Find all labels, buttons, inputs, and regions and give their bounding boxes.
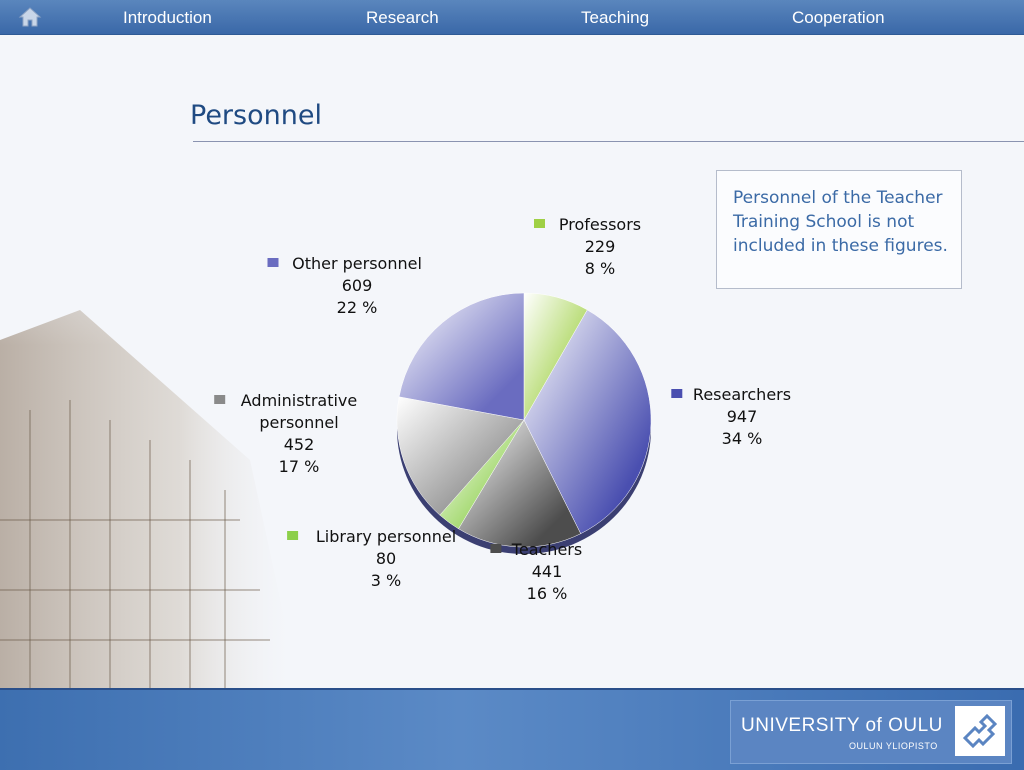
- legend-marker-professors: [534, 219, 545, 228]
- slice-percent-label: 16 %: [526, 584, 568, 603]
- university-logo[interactable]: [730, 700, 1012, 764]
- slice-name-label: Researchers: [692, 385, 792, 404]
- legend-marker-other-personnel: [268, 258, 279, 267]
- nav-teaching[interactable]: Teaching: [581, 8, 650, 27]
- slice-name-label: Teachers: [511, 540, 583, 559]
- slice-value-label: 80: [375, 549, 397, 568]
- puzzle-logo-icon: [955, 706, 1005, 756]
- slice-value-label: 229: [584, 237, 616, 256]
- slice-percent-label: 17 %: [278, 457, 320, 476]
- slice-name-label: Administrative: [240, 391, 358, 410]
- footer-bar: [0, 688, 1024, 770]
- slice-name-label: Other personnel: [292, 254, 422, 273]
- slice-value-label: 947: [726, 407, 758, 426]
- logo-sub-text: OULUN YLIOPISTO: [849, 741, 938, 751]
- note-text: Personnel of the Teacher Training School is not included in these figures.: [733, 188, 948, 256]
- legend-marker-library-personnel: [287, 531, 298, 540]
- slice-percent-label: 34 %: [721, 429, 763, 448]
- slice-name-label: Professors: [558, 215, 642, 234]
- slice-percent-label: 22 %: [336, 298, 378, 317]
- nav-research[interactable]: Research: [366, 8, 439, 27]
- slice-value-label: 452: [283, 435, 315, 454]
- slice-percent-label: 8 %: [584, 259, 616, 278]
- logo-main-text: UNIVERSITY of OULU: [741, 715, 943, 736]
- slice-percent-label: 3 %: [370, 571, 402, 590]
- slice-name-label: personnel: [259, 413, 339, 432]
- nav-cooperation[interactable]: Cooperation: [792, 8, 885, 27]
- page-title: Personnel: [190, 100, 322, 131]
- legend-marker-teachers: [490, 544, 501, 553]
- nav-introduction[interactable]: Introduction: [123, 8, 212, 27]
- slice-value-label: 609: [341, 276, 373, 295]
- legend-marker-researchers: [671, 389, 682, 398]
- slice-name-label: Library personnel: [315, 527, 457, 546]
- legend-marker-administrative-personnel: [214, 395, 225, 404]
- slice-value-label: 441: [531, 562, 563, 581]
